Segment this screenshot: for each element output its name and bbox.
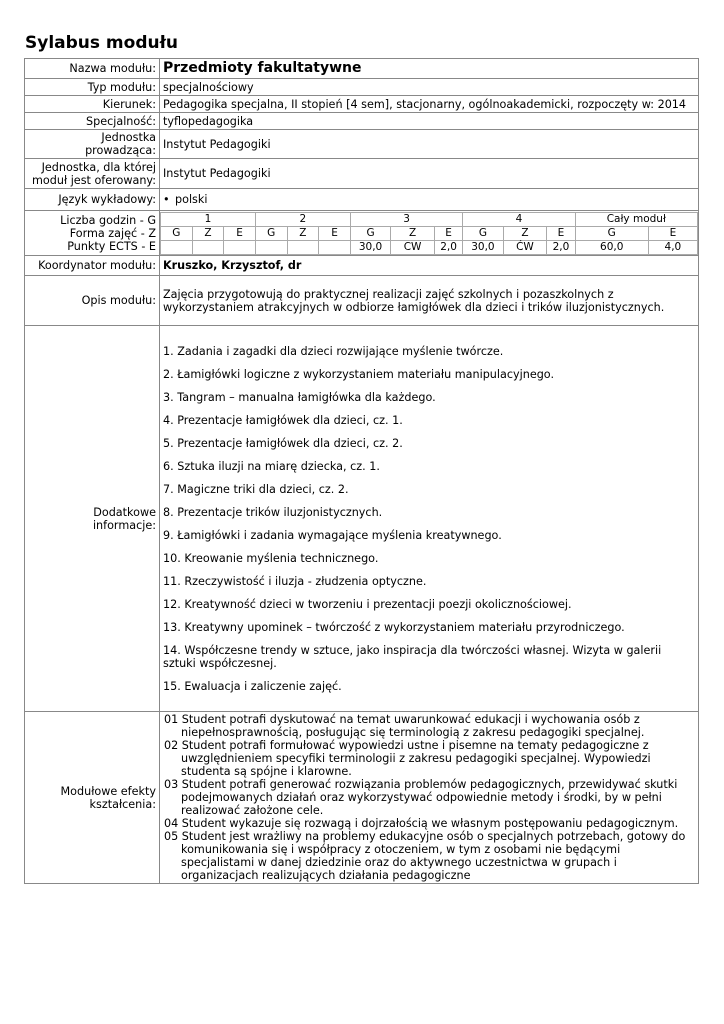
hours-value [255, 240, 287, 254]
module-name-label: Nazwa modułu: [25, 59, 160, 79]
hours-value: 30,0 [463, 240, 503, 254]
outcome-item: 04 Student wykazuje się rozwagą i dojrzałością we własnym postępowaniu pedagogicznym. [164, 817, 679, 830]
list-item: 11. Rzeczywistość i iluzja - złudzenia optyczne. [163, 574, 427, 588]
hours-value [319, 240, 351, 254]
semester-header: 4 [463, 212, 575, 226]
list-item: 1. Zadania i zagadki dla dzieci rozwijające myślenie twórcze. [163, 344, 504, 358]
list-item: 13. Kreatywny upominek – twórczość z wykorzystaniem materiału przyrodniczego. [163, 620, 625, 634]
hours-value: 60,0 [575, 240, 648, 254]
hours-value: 2,0 [547, 240, 575, 254]
coordinator-label: Koordynator modułu: [25, 256, 160, 276]
semester-header: Cały moduł [575, 212, 697, 226]
description-value: Zajęcia przygotowują do praktycznej realizacji zajęć szkolnych i pozaszkolnych z wykorzystaniem atrakcyjnych w odbiorze łamigłówek dla dzieci i trików iluzjonistycznych. [160, 276, 699, 326]
outcome-item: 03 Student potrafi generować rozwiązania problemów pedagogicznych, przewidywać skutki podejmowanych działań oraz wykorzystywać odpowiednie metody i środki, by w pełni realizować założone cele. [164, 778, 678, 817]
hours-label-line: Punkty ECTS - E [67, 239, 156, 253]
syllabus-table [24, 58, 699, 884]
sub-header: G [575, 226, 648, 240]
sub-header: Z [192, 226, 224, 240]
list-item: 2. Łamigłówki logiczne z wykorzystaniem materiału manipulacyjnego. [163, 367, 555, 381]
sub-header: E [434, 226, 462, 240]
list-item: 8. Prezentacje trików iluzjonistycznych. [163, 505, 383, 519]
sub-header: G [161, 226, 193, 240]
module-name-value: Przedmioty fakultatywne [160, 59, 699, 79]
coordinator-value: Kruszko, Krzysztof, dr [160, 256, 699, 276]
sub-header: E [224, 226, 256, 240]
hours-value: 4,0 [648, 240, 697, 254]
language-label: Język wykładowy: [25, 189, 160, 211]
hours-value [192, 240, 224, 254]
unit-label: Jednostka prowadząca: [25, 130, 160, 159]
hours-label-line: Liczba godzin - G [60, 213, 156, 227]
description-label: Opis modułu: [25, 276, 160, 326]
list-item: 3. Tangram – manualna łamigłówka dla każdego. [163, 390, 436, 404]
sub-header: G [463, 226, 503, 240]
sub-header: Z [287, 226, 319, 240]
hours-value [161, 240, 193, 254]
hours-label-line: Forma zajęć - Z [69, 226, 156, 240]
sub-header: Z [391, 226, 435, 240]
language-item: polski [175, 193, 208, 206]
hours-value: CW [391, 240, 435, 254]
sub-header: E [319, 226, 351, 240]
semester-header: 2 [255, 212, 350, 226]
field-value: Pedagogika specjalna, II stopień [4 sem], stacjonarny, ogólnoakademicki, rozpoczęty w: 2014 [160, 96, 699, 113]
sub-header: Z [503, 226, 547, 240]
offered-unit-label: Jednostka, dla której moduł jest oferowany: [25, 159, 160, 189]
learning-outcomes-list [160, 712, 699, 884]
hours-table-cell [160, 211, 699, 256]
outcome-item: 05 Student jest wrażliwy na problemy edukacyjne osób o specjalnych potrzebach, gotowy do komunikowania się i współpracy z otoczeniem, w tym z osobami nie będącymi specjalistami w danej dziedzinie oraz do aktywnego uczestnictwa w grupach i organizacjach realizujących działania pedagogiczne [164, 830, 686, 882]
hours-value [287, 240, 319, 254]
outcome-item: 02 Student potrafi formułować wypowiedzi ustne i pisemne na tematy pedagogiczne z uwzględnieniem specyfiki terminologii z zakresu pedagogiki specjalnej. Wypowiedzi studenta są spójne i klarowne. [164, 739, 651, 778]
unit-value: Instytut Pedagogiki [160, 130, 699, 159]
semester-header: 3 [350, 212, 462, 226]
hours-label [25, 211, 160, 256]
sub-header: E [648, 226, 697, 240]
list-item: 7. Magiczne triki dla dzieci, cz. 2. [163, 482, 349, 496]
module-type-value: specjalnościowy [160, 79, 699, 96]
offered-unit-value: Instytut Pedagogiki [160, 159, 699, 189]
hours-value: ĆW [503, 240, 547, 254]
specialty-label: Specjalność: [25, 113, 160, 130]
field-label: Kierunek: [25, 96, 160, 113]
page-title: Sylabus modułu [25, 33, 179, 53]
sub-header: E [547, 226, 575, 240]
hours-value [224, 240, 256, 254]
list-item: 10. Kreowanie myślenia technicznego. [163, 551, 379, 565]
sub-header: G [255, 226, 287, 240]
learning-outcomes-label: Modułowe efekty kształcenia: [25, 712, 160, 884]
list-item: 4. Prezentacje łamigłówek dla dzieci, cz. 1. [163, 413, 403, 427]
list-item: 15. Ewaluacja i zaliczenie zajęć. [163, 679, 342, 693]
list-item: 14. Współczesne trendy w sztuce, jako inspiracja dla twórczości własnej. Wizyta w galerii sztuki współczesnej. [163, 643, 662, 670]
hours-table [160, 212, 698, 255]
list-item: 6. Sztuka iluzji na miarę dziecka, cz. 1. [163, 459, 380, 473]
specialty-value: tyflopedagogika [160, 113, 699, 130]
hours-value: 30,0 [350, 240, 390, 254]
sub-header: G [350, 226, 390, 240]
hours-value: 2,0 [434, 240, 462, 254]
list-item: 5. Prezentacje łamigłówek dla dzieci, cz. 2. [163, 436, 403, 450]
module-type-label: Typ modułu: [25, 79, 160, 96]
additional-info-list [160, 326, 699, 712]
outcome-item: 01 Student potrafi dyskutować na temat uwarunkować edukacji i wychowania osób z niepełnosprawnością, posługując się terminologią z zakresu pedagogiki specjalnej. [164, 713, 645, 739]
additional-info-label: Dodatkowe informacje: [25, 326, 160, 712]
list-item: 12. Kreatywność dzieci w tworzeniu i prezentacji poezji okolicznościowej. [163, 597, 572, 611]
language-value: • polski [160, 189, 699, 211]
list-item: 9. Łamigłówki i zadania wymagające myślenia kreatywnego. [163, 528, 502, 542]
semester-header: 1 [161, 212, 256, 226]
